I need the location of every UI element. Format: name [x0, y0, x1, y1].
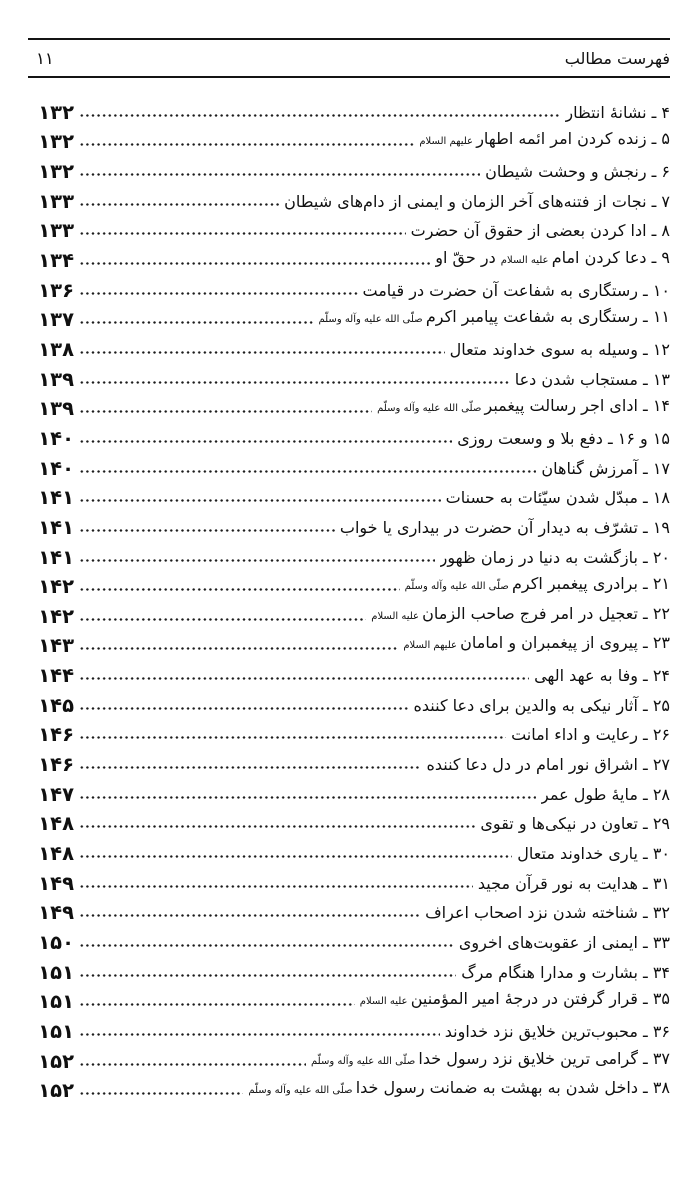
dots-leader: [79, 558, 435, 563]
dots-leader: [79, 172, 480, 177]
dots-leader: [79, 617, 366, 622]
toc-page-number: ۱۴۸: [38, 842, 74, 866]
toc-entry-title: ۲۵ ـ آثار نیکی به والدین برای دعا کننده: [413, 695, 670, 715]
toc-entry-title: ۳۳ ـ ایمنی از عقوبت‌های اخروی: [458, 933, 670, 953]
toc-entry-title: ۸ ـ ادا کردن بعضی از حقوق آن حضرت: [410, 221, 670, 241]
toc-row: [28, 480, 670, 510]
toc-entry-title: ۲۶ ـ رعایت و اداء امانت: [511, 725, 670, 745]
toc-page-number: ۱۴۰: [38, 426, 74, 450]
toc-entry-title: ۳۶ ـ محبوب‌ترین خلایق نزد خداوند: [444, 1022, 670, 1041]
toc-row: [28, 1043, 670, 1073]
toc-page-number: ۱۳۳: [38, 189, 74, 213]
toc-entry-title: ۱۴ ـ ادای اجر رسالت پیغمبر صلّی الله علیه وآله وسلّم: [377, 396, 670, 416]
toc-row: [28, 124, 670, 154]
dots-leader: [79, 142, 414, 147]
toc-row: [28, 598, 670, 628]
dots-leader: [79, 1002, 355, 1007]
toc-page-number: ۱۵۱: [38, 990, 74, 1014]
toc-entry-title: ۱۸ ـ مبدّل شدن سیّئات به حسنات: [445, 488, 670, 508]
dots-leader: [79, 261, 430, 266]
honorific-label: علیه السلام: [500, 254, 552, 266]
honorific-label: علیه السلام: [359, 996, 411, 1008]
toc-row: [28, 509, 670, 539]
dots-leader: [79, 231, 406, 236]
toc-entry-title: ۴ ـ نشانهٔ انتظار: [565, 102, 670, 122]
toc-entry-title: ۱۹ ـ تشرّف به دیدار آن حضرت در بیداری یا خواب: [339, 517, 670, 537]
toc-row: [28, 331, 670, 361]
toc-page-number: ۱۴۲: [38, 604, 74, 628]
dots-leader: [79, 765, 421, 770]
toc-entry-title: ۷ ـ نجات از فتنه‌های آخر الزمان و ایمنی از دام‌های شیطان: [284, 191, 670, 211]
dots-leader: [79, 202, 279, 207]
toc-entry-title: ۳۵ ـ قرار گرفتن در درجهٔ امیر المؤمنین علیه السلام: [359, 989, 670, 1009]
honorific-label: علیه السلام: [371, 610, 423, 622]
toc-page-number: ۱۳۹: [38, 397, 74, 421]
dots-leader: [79, 380, 510, 385]
toc-entry-title: ۶ ـ رنجش و وحشت شیطان: [485, 161, 670, 181]
dots-leader: [79, 409, 372, 414]
toc-page-number: ۱۳۷: [38, 308, 74, 332]
toc-entry-title: ۲۲ ـ تعجیل در امر فرج صاحب الزمان علیه السلام: [371, 603, 670, 623]
toc-row: [28, 776, 670, 806]
toc-page-number: ۱۳۹: [38, 367, 74, 391]
toc-row: [28, 806, 670, 836]
toc-page-number: ۱۳۲: [38, 130, 74, 154]
toc-row: [28, 687, 670, 717]
toc-row: [28, 865, 670, 895]
dots-leader: [79, 884, 473, 889]
toc-row: [28, 361, 670, 391]
header-page-number: ۱۱: [36, 48, 54, 68]
toc-entry-title: ۳۴ ـ بشارت و مدارا هنگام مرگ: [461, 962, 670, 982]
toc-entry-title: ۱۳ ـ مستجاب شدن دعا: [514, 369, 670, 389]
dots-leader: [79, 498, 441, 503]
toc-entry-title: ۱۰ ـ رستگاری به شفاعت آن حضرت در قیامت: [362, 280, 670, 300]
dots-leader: [79, 795, 536, 800]
toc-row: [28, 420, 670, 450]
toc-entry-title: ۳۰ ـ یاری خداوند متعال: [517, 844, 670, 864]
toc-page-number: ۱۴۶: [38, 723, 74, 747]
toc-row: [28, 183, 670, 213]
toc-entry-title: ۲۷ ـ اشراق نور امام در دل دعا کننده: [426, 755, 670, 775]
toc-row: [28, 391, 670, 421]
toc-row: [28, 717, 670, 747]
dots-leader: [79, 706, 409, 711]
toc-page-number: ۱۳۶: [38, 278, 74, 302]
toc-page-number: ۱۴۸: [38, 812, 74, 836]
toc-page-number: ۱۴۵: [38, 693, 74, 717]
toc-entry-title: ۲۹ ـ تعاون در نیکی‌ها و تقوی: [480, 814, 670, 834]
toc-row: [28, 153, 670, 183]
toc-page-number: ۱۴۰: [38, 456, 74, 480]
toc-row: [28, 954, 670, 984]
dots-leader: [79, 528, 335, 533]
toc-page-number: ۱۴۹: [38, 871, 74, 895]
page-title: فهرست مطالب: [564, 48, 670, 68]
dots-leader: [79, 439, 452, 444]
honorific-label: علیهم السلام: [419, 136, 477, 148]
toc-page-number: ۱۴۴: [38, 664, 74, 688]
toc-page-number: ۱۴۱: [38, 545, 74, 569]
toc-entry-title: ۱۷ ـ آمرزش گناهان: [541, 458, 670, 478]
toc-entry-title: ۱۲ ـ وسیله به سوی خداوند متعال: [449, 339, 670, 359]
toc-page-number: ۱۳۲: [38, 159, 74, 183]
toc-entry-title: ۲۸ ـ مایهٔ طول عمر: [541, 784, 670, 804]
toc-page-number: ۱۵۱: [38, 1020, 74, 1043]
dots-leader: [79, 1062, 306, 1067]
toc-row: [28, 272, 670, 302]
toc-page-number: ۱۴۷: [38, 782, 74, 806]
toc-page-number: ۱۴۳: [38, 634, 74, 658]
toc-page-number: ۱۴۱: [38, 486, 74, 510]
toc-entry-title: ۳۷ ـ گرامی ترین خلایق نزد رسول خدا صلّی الله علیه وآله وسلّم: [311, 1048, 670, 1068]
dots-leader: [79, 646, 398, 651]
toc-row: [28, 450, 670, 480]
toc-row: [28, 213, 670, 243]
toc-row: [28, 569, 670, 599]
toc-page-number: ۱۵۰: [38, 931, 74, 955]
toc-entry-title: ۲۴ ـ وفا به عهد الهی: [534, 666, 670, 686]
toc-row: [28, 657, 670, 687]
toc-page-number: ۱۳۳: [38, 219, 74, 243]
toc-entry-title: ۱۱ ـ رستگاری به شفاعت پیامبر اکرم صلّی الله علیه وآله وسلّم: [318, 307, 670, 327]
dots-leader: [79, 469, 536, 474]
toc-entry-title: ۹ ـ دعا کردن امام علیه السلام در حقّ او: [435, 247, 670, 267]
toc-entry-title: ۳۲ ـ شناخته شدن نزد اصحاب اعراف: [425, 903, 670, 923]
honorific-label: صلّی الله علیه وآله وسلّم: [311, 1055, 419, 1067]
toc-page-number: ۱۴۶: [38, 753, 74, 777]
dots-leader: [79, 973, 456, 978]
honorific-label: علیهم السلام: [403, 640, 461, 652]
dots-leader: [79, 113, 560, 118]
toc-row: [28, 924, 670, 954]
toc-row: [28, 984, 670, 1014]
dots-leader: [79, 587, 400, 592]
dots-leader: [79, 1032, 440, 1037]
toc-row: [28, 835, 670, 865]
dots-leader: [79, 676, 529, 681]
honorific-label: صلّی الله علیه وآله وسلّم: [248, 1085, 356, 1097]
toc-row: [28, 628, 670, 658]
dots-leader: [79, 350, 445, 355]
toc-entry-title: ۳۸ ـ داخل شدن به بهشت به ضمانت رسول خدا صلّی الله علیه وآله وسلّم: [248, 1078, 670, 1098]
toc-entry-title: ۲۱ ـ برادری پیغمبر اکرم صلّی الله علیه وآله وسلّم: [404, 574, 670, 594]
toc-page-number: ۱۵۲: [38, 1049, 74, 1073]
dots-leader: [79, 913, 420, 918]
toc-entry-title: ۱۵ و ۱۶ ـ دفع بلا و وسعت روزی: [457, 428, 670, 448]
toc-page-number: ۱۴۹: [38, 901, 74, 925]
toc-entry-title: ۲۳ ـ پیروی از پیغمبران و امامان علیهم السلام: [403, 633, 670, 653]
toc-page-number: ۱۳۴: [38, 248, 74, 272]
toc-row: [28, 1073, 670, 1103]
toc-page-number: ۱۵۲: [38, 1079, 74, 1103]
dots-leader: [79, 291, 358, 296]
dots-leader: [79, 943, 454, 948]
toc-page-number: ۱۵۱: [38, 960, 74, 984]
honorific-label: صلّی الله علیه وآله وسلّم: [377, 403, 485, 415]
toc-entry-title: ۵ ـ زنده کردن امر ائمه اطهار علیهم السلام: [419, 129, 670, 149]
toc-page-number: ۱۴۲: [38, 575, 74, 599]
toc-page-number: ۱۴۱: [38, 515, 74, 539]
toc-row: [28, 1013, 670, 1043]
page-header: [28, 38, 670, 78]
dots-leader: [79, 854, 512, 859]
toc-page-number: ۱۳۲: [38, 100, 74, 124]
toc-row: [28, 746, 670, 776]
honorific-label: صلّی الله علیه وآله وسلّم: [318, 314, 426, 326]
toc-row: [28, 242, 670, 272]
dots-leader: [79, 320, 313, 325]
toc-entry-title: ۳۱ ـ هدایت به نور قرآن مجید: [477, 873, 670, 893]
honorific-label: صلّی الله علیه وآله وسلّم: [404, 581, 512, 593]
dots-leader: [79, 1091, 243, 1096]
toc-row: [28, 539, 670, 569]
toc-list: [28, 94, 670, 1102]
dots-leader: [79, 735, 506, 740]
dots-leader: [79, 824, 475, 829]
toc-entry-title: ۲۰ ـ بازگشت به دنیا در زمان ظهور: [439, 547, 670, 567]
toc-row: [28, 895, 670, 925]
toc-row: [28, 302, 670, 332]
toc-row: [28, 94, 670, 124]
toc-page-number: ۱۳۸: [38, 337, 74, 361]
